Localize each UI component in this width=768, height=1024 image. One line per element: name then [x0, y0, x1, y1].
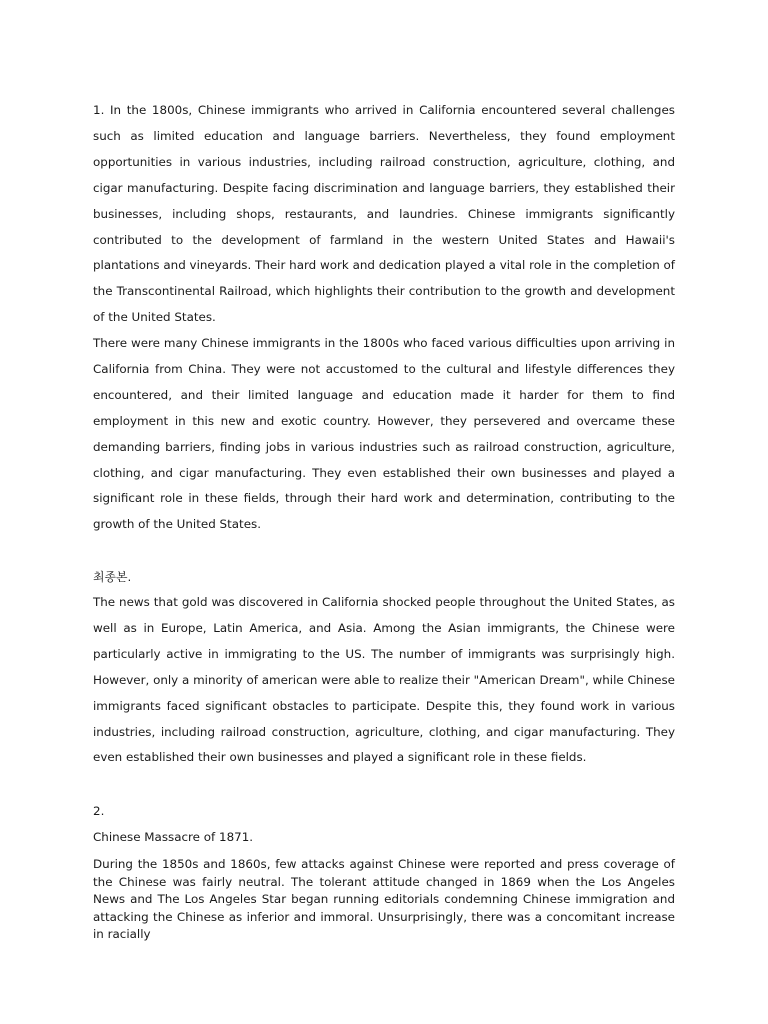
section-number: 2. — [93, 804, 105, 818]
paragraph-3: The news that gold was discovered in California shocked people throughout the United States, as well as in Europe, Latin America, and Asia. Among the Asian immigrants, the Chinese were particularly active in immigrating to the US. The number of immigrants was surprisingly high. However, only a minority of american were able to realize their "American Dream", while Chinese immigrants faced significant obstacles to participate. Despite this, they found work in various industries, including railroad construction, agriculture, clothing, and cigar manufacturing. They even established their own businesses and played a significant role in these fields. — [93, 595, 675, 765]
section-title: Chinese Massacre of 1871. — [93, 830, 254, 844]
paragraph-1: 1. In the 1800s, Chinese immigrants who arrived in California encountered several challenges such as limited education and language barriers. Nevertheless, they found employment opportunities in various industries, including railroad construction, agriculture, clothing, and cigar manufacturing. Despite facing discrimination and language barriers, they established their businesses, including shops, restaurants, and laundries. Chinese immigrants significantly contributed to the development of farmland in the western United States and Hawaii's plantations and vineyards. Their hard work and dedication played a vital role in the completion of the Transcontinental Railroad, which highlights their contribution to the growth and development of the United States. — [93, 103, 675, 325]
paragraph-2: There were many Chinese immigrants in the 1800s who faced various difficulties upon arriving in California from China. They were not accustomed to the cultural and lifestyle differences they encountered, and their limited language and education made it harder for them to find employment in this new and exotic country. However, they persevered and overcame these demanding barriers, finding jobs in various industries such as railroad construction, agriculture, clothing, and cigar manufacturing. They even established their own businesses and played a significant role in these fields, through their hard work and determination, contributing to the growth of the United States. — [93, 336, 675, 532]
final-version-label: 최종본. — [93, 570, 132, 584]
paragraph-4: During the 1850s and 1860s, few attacks against Chinese were reported and press coverage of the Chinese was fairly neutral. The tolerant attitude changed in 1869 when the Los Angeles News and The Los Angeles Star began running editorials condemning Chinese immigration and attacking the Chinese as inferior and immoral. Unsurprisingly, there was a concomitant increase in racially — [93, 857, 675, 941]
